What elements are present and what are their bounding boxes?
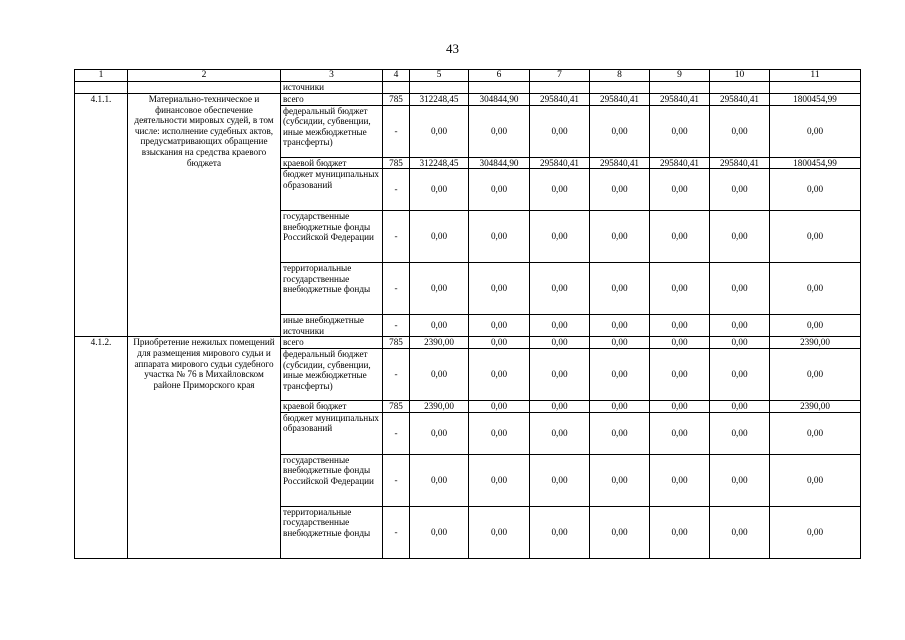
empty-cell <box>128 82 281 94</box>
amount-cell: 0,00 <box>770 211 861 263</box>
amount-cell: 0,00 <box>770 105 861 157</box>
funding-source: всего <box>281 94 383 106</box>
amount-cell: 0,00 <box>710 105 770 157</box>
column-number: 11 <box>770 70 861 82</box>
amount-cell: 0,00 <box>590 263 650 315</box>
ministry-code: - <box>383 105 410 157</box>
amount-cell: 0,00 <box>530 211 590 263</box>
amount-cell: 0,00 <box>590 348 650 400</box>
amount-cell: 0,00 <box>530 315 590 337</box>
amount-cell: 0,00 <box>410 506 469 558</box>
amount-cell: 2390,00 <box>770 400 861 412</box>
amount-cell: 0,00 <box>650 412 710 454</box>
amount-cell: 0,00 <box>410 412 469 454</box>
amount-cell: 0,00 <box>590 169 650 211</box>
amount-cell: 2390,00 <box>410 337 469 349</box>
empty-cell <box>590 82 650 94</box>
amount-cell: 0,00 <box>650 506 710 558</box>
amount-cell: 295840,41 <box>650 157 710 169</box>
amount-cell: 0,00 <box>650 400 710 412</box>
amount-cell: 0,00 <box>469 506 530 558</box>
column-number: 7 <box>530 70 590 82</box>
amount-cell: 0,00 <box>469 412 530 454</box>
amount-cell: 1800454,99 <box>770 157 861 169</box>
amount-cell: 1800454,99 <box>770 94 861 106</box>
amount-cell: 304844,90 <box>469 157 530 169</box>
amount-cell: 0,00 <box>650 263 710 315</box>
amount-cell: 0,00 <box>530 263 590 315</box>
funding-source: краевой бюджет <box>281 157 383 169</box>
activity-name: Приобретение нежилых помещений для размещения мирового судьи и аппарата мирового судьи судебного участка № 76 в Михайловском районе Приморского края <box>128 337 281 558</box>
column-number: 5 <box>410 70 469 82</box>
funding-source: государственные внебюджетные фонды Российской Федерации <box>281 211 383 263</box>
ministry-code: 785 <box>383 157 410 169</box>
amount-cell: 0,00 <box>710 337 770 349</box>
amount-cell: 0,00 <box>650 337 710 349</box>
ministry-code: - <box>383 412 410 454</box>
empty-cell <box>383 82 410 94</box>
amount-cell: 295840,41 <box>590 157 650 169</box>
amount-cell: 295840,41 <box>710 94 770 106</box>
amount-cell: 0,00 <box>469 169 530 211</box>
ministry-code: - <box>383 169 410 211</box>
column-number: 4 <box>383 70 410 82</box>
amount-cell: 0,00 <box>469 400 530 412</box>
amount-cell: 312248,45 <box>410 94 469 106</box>
funding-source: бюджет муниципальных образований <box>281 169 383 211</box>
amount-cell: 0,00 <box>530 337 590 349</box>
amount-cell: 0,00 <box>590 454 650 506</box>
amount-cell: 0,00 <box>590 400 650 412</box>
amount-cell: 0,00 <box>710 211 770 263</box>
amount-cell: 0,00 <box>410 315 469 337</box>
amount-cell: 0,00 <box>469 105 530 157</box>
amount-cell: 0,00 <box>530 506 590 558</box>
amount-cell: 0,00 <box>469 315 530 337</box>
amount-cell: 0,00 <box>530 348 590 400</box>
amount-cell: 0,00 <box>710 506 770 558</box>
table-row <box>75 94 861 106</box>
amount-cell: 0,00 <box>590 337 650 349</box>
funding-source: всего <box>281 337 383 349</box>
amount-cell: 0,00 <box>770 454 861 506</box>
ministry-code: 785 <box>383 400 410 412</box>
amount-cell: 0,00 <box>770 169 861 211</box>
continuation-label: источники <box>281 82 383 94</box>
column-number: 1 <box>75 70 128 82</box>
amount-cell: 295840,41 <box>590 94 650 106</box>
column-number: 3 <box>281 70 383 82</box>
activity-code: 4.1.2. <box>75 337 128 558</box>
ministry-code: - <box>383 211 410 263</box>
amount-cell: 0,00 <box>410 348 469 400</box>
ministry-code: 785 <box>383 94 410 106</box>
amount-cell: 0,00 <box>590 315 650 337</box>
amount-cell: 0,00 <box>590 412 650 454</box>
amount-cell: 0,00 <box>530 412 590 454</box>
funding-source: федеральный бюджет (субсидии, субвенции, иные межбюджетные трансферты) <box>281 348 383 400</box>
amount-cell: 0,00 <box>770 348 861 400</box>
funding-source: государственные внебюджетные фонды Российской Федерации <box>281 454 383 506</box>
empty-cell <box>650 82 710 94</box>
table-body <box>75 82 861 559</box>
amount-cell: 0,00 <box>710 315 770 337</box>
funding-source: краевой бюджет <box>281 400 383 412</box>
amount-cell: 0,00 <box>710 454 770 506</box>
ministry-code: - <box>383 315 410 337</box>
empty-cell <box>530 82 590 94</box>
column-number: 9 <box>650 70 710 82</box>
amount-cell: 2390,00 <box>770 337 861 349</box>
ministry-code: 785 <box>383 337 410 349</box>
amount-cell: 0,00 <box>410 169 469 211</box>
amount-cell: 0,00 <box>710 348 770 400</box>
amount-cell: 0,00 <box>530 169 590 211</box>
amount-cell: 312248,45 <box>410 157 469 169</box>
amount-cell: 295840,41 <box>530 94 590 106</box>
ministry-code: - <box>383 263 410 315</box>
empty-cell <box>75 82 128 94</box>
empty-cell <box>770 82 861 94</box>
funding-source: федеральный бюджет (субсидии, субвенции, иные межбюджетные трансферты) <box>281 105 383 157</box>
page-number: 43 <box>446 41 459 56</box>
amount-cell: 2390,00 <box>410 400 469 412</box>
amount-cell: 0,00 <box>710 169 770 211</box>
amount-cell: 0,00 <box>469 454 530 506</box>
ministry-code: - <box>383 348 410 400</box>
amount-cell: 0,00 <box>410 105 469 157</box>
column-number: 8 <box>590 70 650 82</box>
amount-cell: 0,00 <box>650 454 710 506</box>
amount-cell: 295840,41 <box>710 157 770 169</box>
column-number: 2 <box>128 70 281 82</box>
amount-cell: 0,00 <box>650 105 710 157</box>
amount-cell: 0,00 <box>590 105 650 157</box>
empty-cell <box>410 82 469 94</box>
amount-cell: 0,00 <box>710 412 770 454</box>
amount-cell: 0,00 <box>770 412 861 454</box>
column-number: 6 <box>469 70 530 82</box>
table-row <box>75 337 861 349</box>
amount-cell: 0,00 <box>650 348 710 400</box>
funding-source: бюджет муниципальных образований <box>281 412 383 454</box>
amount-cell: 0,00 <box>469 211 530 263</box>
amount-cell: 0,00 <box>590 506 650 558</box>
amount-cell: 0,00 <box>410 263 469 315</box>
amount-cell: 0,00 <box>710 263 770 315</box>
continuation-row <box>75 82 861 94</box>
amount-cell: 0,00 <box>410 211 469 263</box>
activity-name: Материально-техническое и финансовое обеспечение деятельности мировых судей, в том числе: исполнение судебных актов, предусматривающих обращение взыскания на средства краевого бюджета <box>128 94 281 337</box>
amount-cell: 0,00 <box>469 348 530 400</box>
amount-cell: 304844,90 <box>469 94 530 106</box>
amount-cell: 0,00 <box>469 263 530 315</box>
amount-cell: 0,00 <box>650 315 710 337</box>
amount-cell: 0,00 <box>530 105 590 157</box>
amount-cell: 0,00 <box>770 506 861 558</box>
amount-cell: 0,00 <box>590 211 650 263</box>
ministry-code: - <box>383 454 410 506</box>
amount-cell: 0,00 <box>530 400 590 412</box>
amount-cell: 0,00 <box>530 454 590 506</box>
funding-source: иные внебюджетные источники <box>281 315 383 337</box>
funding-source: территориальные государственные внебюджетные фонды <box>281 263 383 315</box>
activity-code: 4.1.1. <box>75 94 128 337</box>
ministry-code: - <box>383 506 410 558</box>
funding-source: территориальные государственные внебюджетные фонды <box>281 506 383 558</box>
column-number: 10 <box>710 70 770 82</box>
amount-cell: 0,00 <box>710 400 770 412</box>
budget-table <box>74 69 861 559</box>
amount-cell: 0,00 <box>770 263 861 315</box>
amount-cell: 295840,41 <box>530 157 590 169</box>
amount-cell: 0,00 <box>650 211 710 263</box>
amount-cell: 0,00 <box>770 315 861 337</box>
amount-cell: 0,00 <box>469 337 530 349</box>
column-number-row <box>75 70 861 82</box>
empty-cell <box>469 82 530 94</box>
empty-cell <box>710 82 770 94</box>
amount-cell: 0,00 <box>410 454 469 506</box>
amount-cell: 0,00 <box>650 169 710 211</box>
amount-cell: 295840,41 <box>650 94 710 106</box>
